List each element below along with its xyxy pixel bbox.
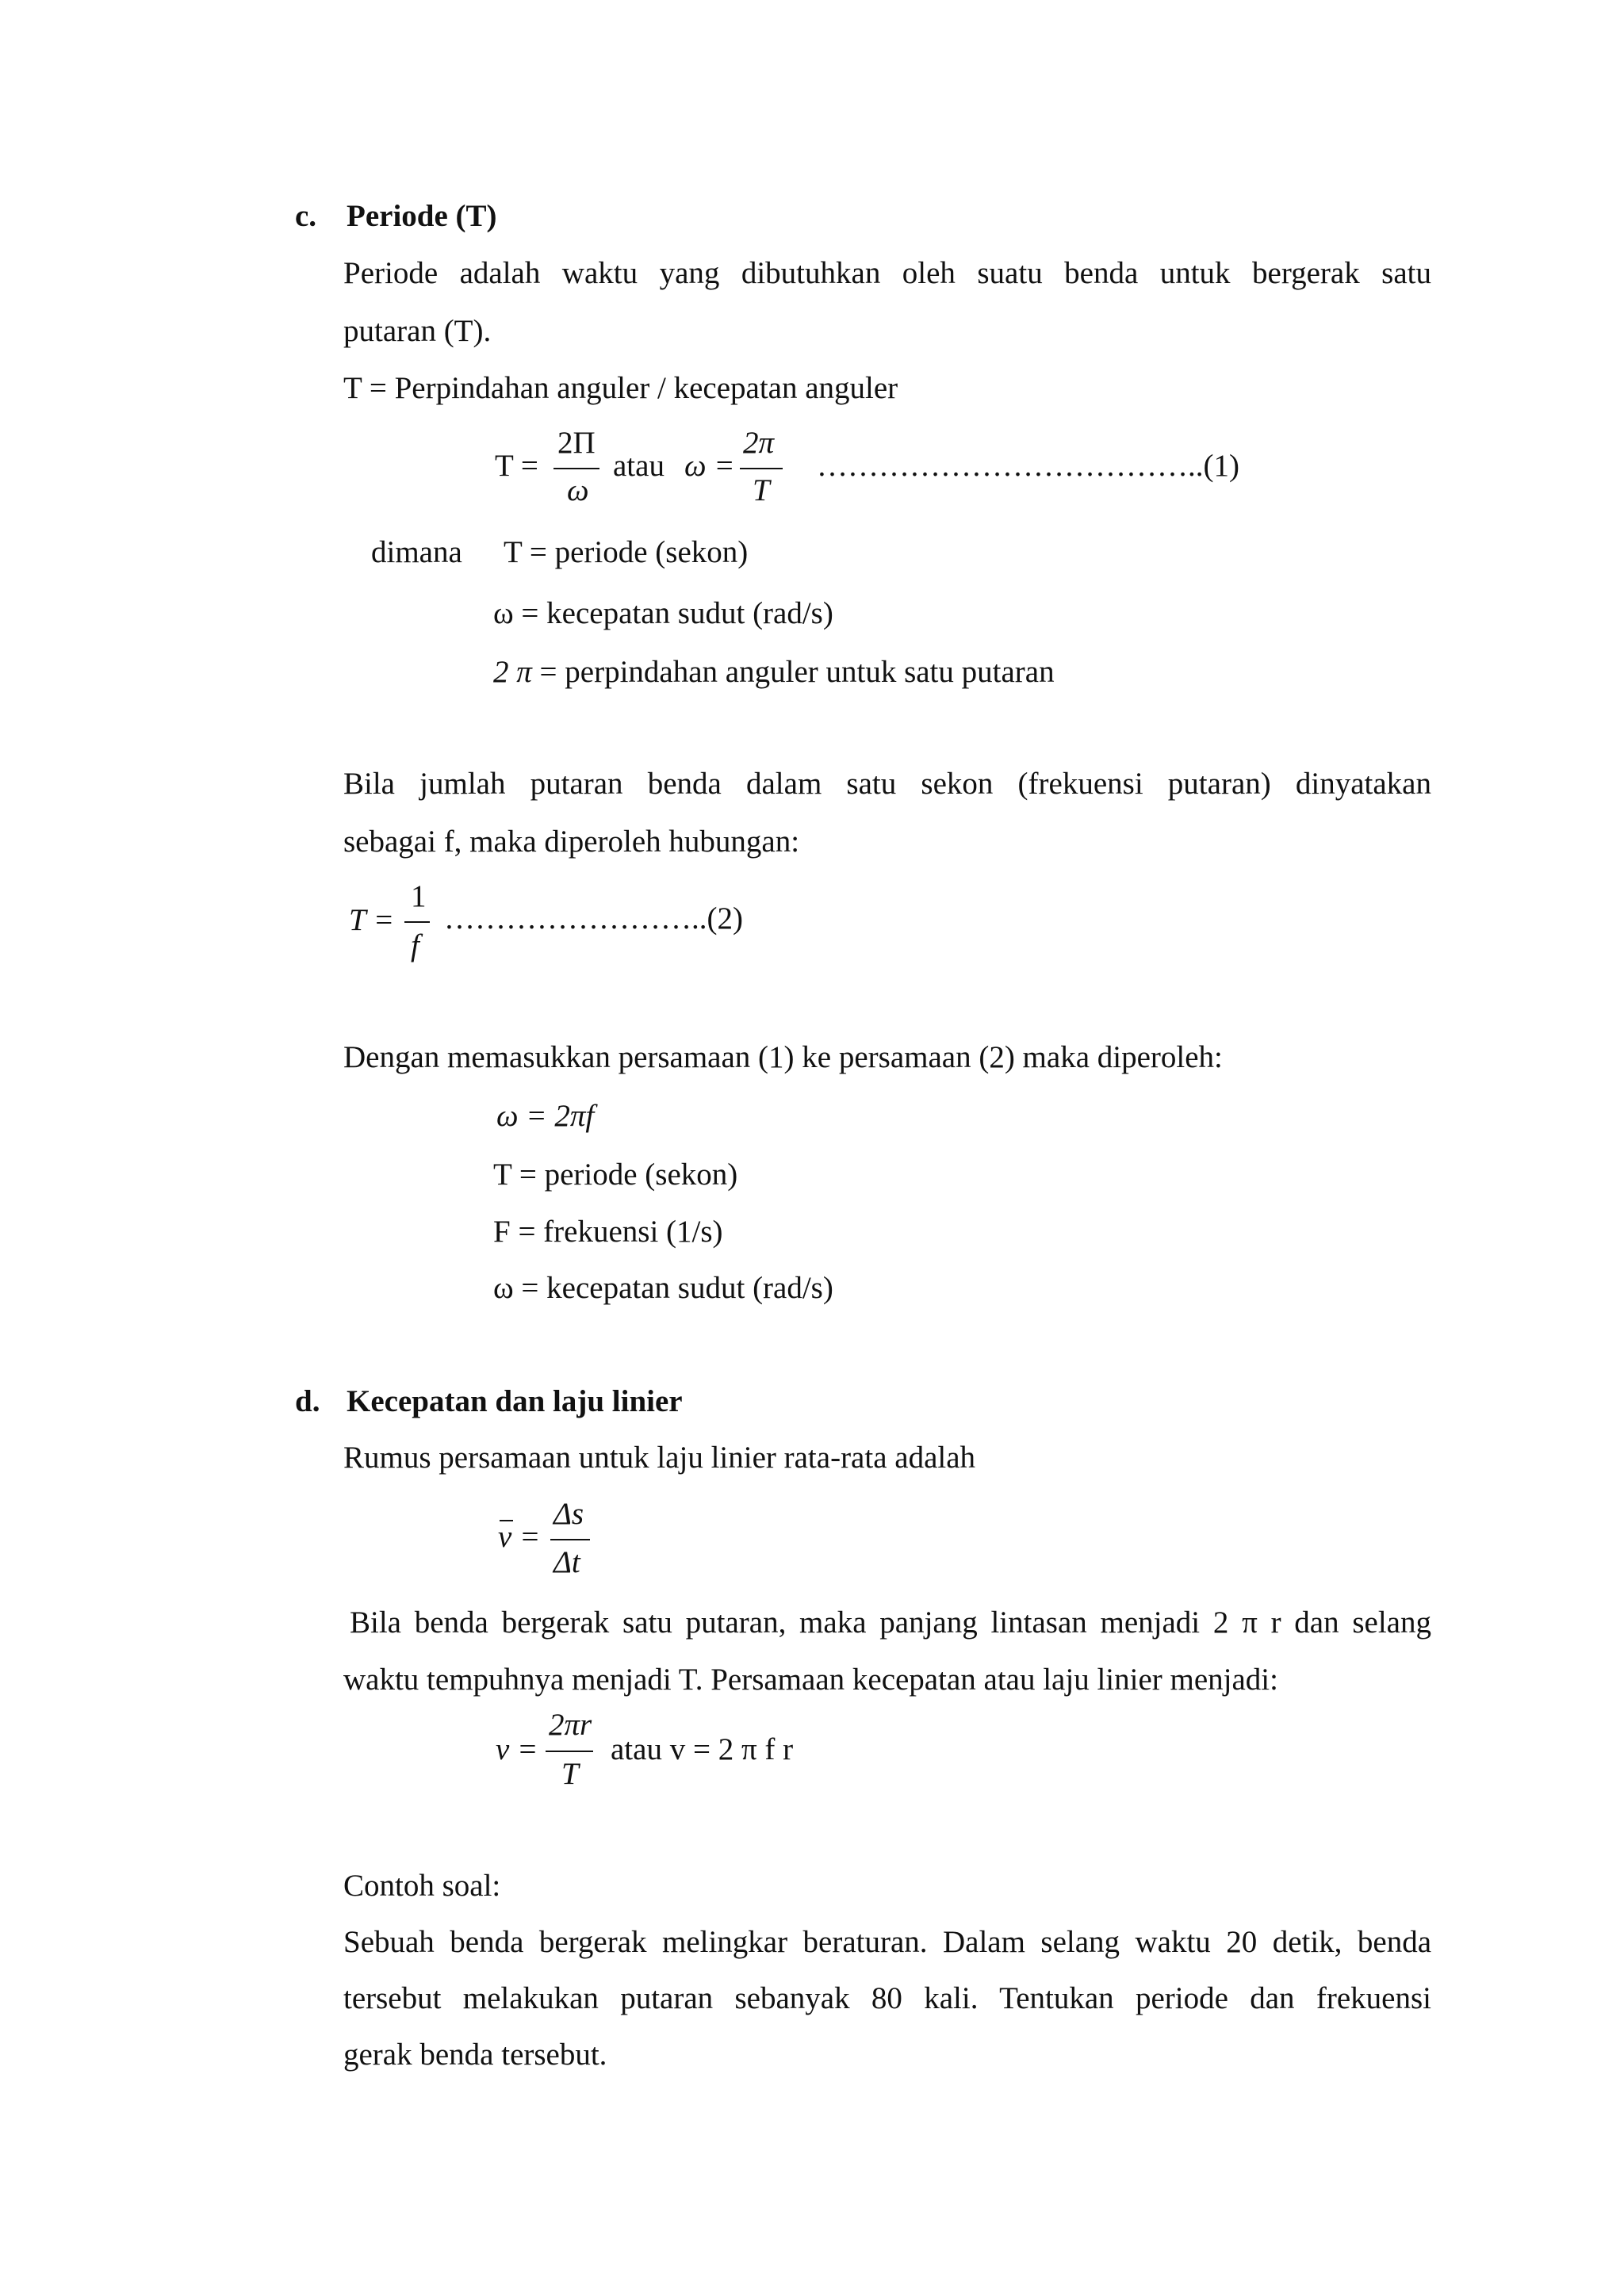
eq1-reference: ………………………………..(1) [817,449,1239,483]
eq1-omega-equals: ω = [684,449,735,483]
section-c-label: c. [295,199,317,233]
contoh-soal-line-3: gerak benda tersebut. [343,2038,607,2072]
eq1-fraction-bar-1 [553,468,599,469]
definition-period-2: T = periode (sekon) [493,1158,738,1192]
eq-lin-fraction-bar [546,1751,593,1752]
definition-angular-displacement-text: = perpindahan anguler untuk satu putaran [539,655,1055,689]
eq2-lhs: T = [349,903,395,937]
equation-3: ω = 2πf [496,1099,595,1133]
eq2-fraction-bar [404,921,430,923]
section-c-paragraph-1-line-1: Periode adalah waktu yang dibutuhkan oleh suatu benda untuk bergerak satu [343,256,1431,290]
section-c-paragraph-3-line-2: sebagai f, maka diperoleh hubungan: [343,825,800,859]
eq1-lhs: T = [495,449,538,483]
contoh-soal-title: Contoh soal: [343,1869,501,1903]
section-c-paragraph-2: T = Perpindahan anguler / kecepatan anguler [343,371,898,405]
eq2-reference: ……………………..(2) [444,901,743,936]
eq-lin-denominator: T [561,1757,579,1791]
contoh-soal-line-1: Sebuah benda bergerak melingkar beraturan. Dalam selang waktu 20 detik, benda [343,1925,1431,1959]
section-d-title: Kecepatan dan laju linier [347,1384,683,1418]
eq-avg-lhs: v = [498,1520,541,1554]
section-d-paragraph-1: Rumus persamaan untuk laju linier rata-rata adalah [343,1441,976,1475]
definition-angular-velocity-2: ω = kecepatan sudut (rad/s) [493,1271,833,1305]
eq-lin-numerator: 2πr [549,1708,592,1742]
eq-avg-denominator: Δt [553,1545,580,1579]
section-d-paragraph-2-line-2: waktu tempuhnya menjadi T. Persamaan kecepatan atau laju linier menjadi: [343,1663,1278,1697]
eq1-numerator-2: 2π [743,426,775,460]
section-d-label: d. [295,1384,320,1418]
definition-period: T = periode (sekon) [504,535,749,569]
definition-angular-displacement [493,654,1055,691]
eq2-denominator: f [411,928,419,962]
eq1-numerator-1: 2Π [557,426,596,460]
eq-avg-fraction-bar [550,1539,590,1540]
dimana-label: dimana [371,535,462,569]
section-c-paragraph-4: Dengan memasukkan persamaan (1) ke persamaan (2) maka diperoleh: [343,1040,1223,1074]
eq-lin-lhs: v = [496,1732,538,1766]
definition-angular-velocity: ω = kecepatan sudut (rad/s) [493,596,833,630]
eq2-numerator: 1 [411,879,427,913]
definition-frequency: F = frekuensi (1/s) [493,1215,723,1249]
section-c-paragraph-3-line-1: Bila jumlah putaran benda dalam satu sekon (frekuensi putaran) dinyatakan [343,767,1431,801]
eq1-atau: atau [613,449,665,483]
eq1-fraction-bar-2 [740,468,783,469]
section-c-paragraph-1-line-2: putaran (T). [343,314,492,348]
eq1-denominator-1: ω [567,473,589,507]
section-d-paragraph-2-line-1: Bila benda bergerak satu putaran, maka panjang lintasan menjadi 2 π r dan selang [350,1605,1431,1640]
eq-avg-numerator: Δs [553,1497,584,1531]
eq-lin-rest: atau v = 2 π f r [611,1732,794,1766]
section-c-title: Periode (T) [347,199,497,233]
two-pi-symbol: 2 π [493,655,532,689]
contoh-soal-line-2: tersebut melakukan putaran sebanyak 80 kali. Tentukan periode dan frekuensi [343,1981,1431,2015]
eq1-denominator-2: T [753,473,770,507]
